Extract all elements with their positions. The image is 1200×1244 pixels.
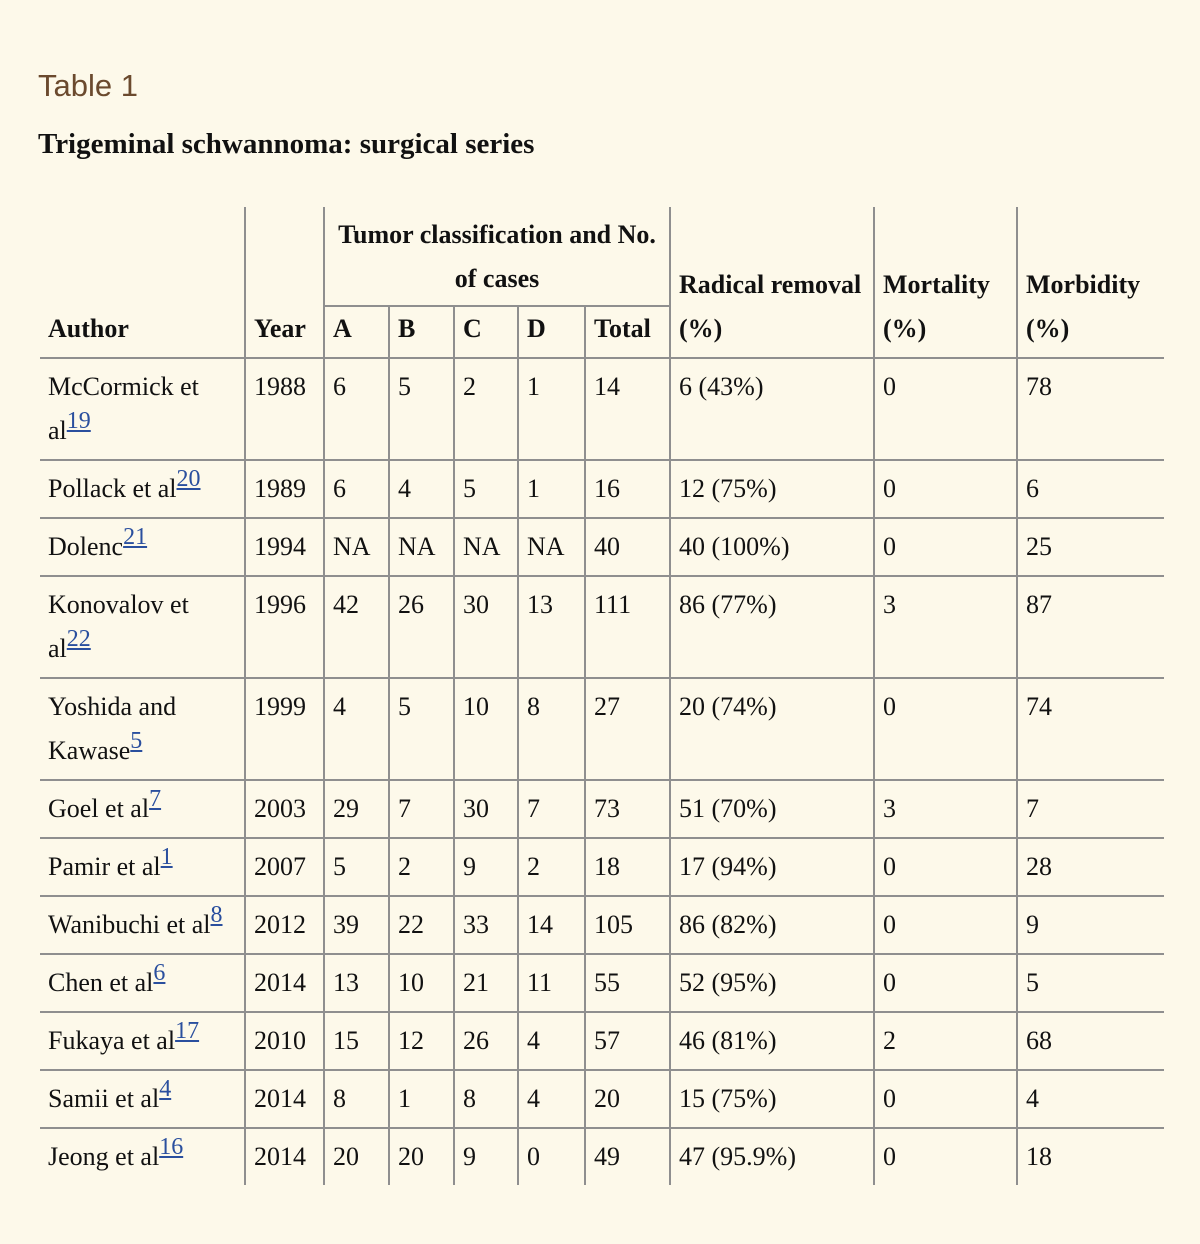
header-morbidity: Morbidity (%) [1017,207,1164,358]
author-name: Pollack et al [48,474,177,503]
cell-mortality: 0 [874,678,1017,780]
table-row [40,576,1164,678]
cell-a: 39 [324,896,389,954]
cell-mortality: 0 [874,358,1017,460]
cell-radical: 15 (75%) [670,1070,874,1128]
header-mortality: Mortality (%) [874,207,1017,358]
cell-b: 5 [389,358,454,460]
author-name: McCormick et al [48,372,199,445]
cell-c: 9 [454,1128,518,1185]
cell-year: 1988 [245,358,324,460]
table-label: Table 1 [38,68,138,103]
cell-d: 1 [518,358,585,460]
cell-author [40,896,245,954]
cell-radical: 20 (74%) [670,678,874,780]
cell-year: 1996 [245,576,324,678]
reference-link[interactable]: 8 [210,902,223,928]
cell-d: 14 [518,896,585,954]
cell-total: 18 [585,838,670,896]
cell-radical: 86 (77%) [670,576,874,678]
cell-a: 6 [324,358,389,460]
cell-b: 12 [389,1012,454,1070]
cell-morbidity: 5 [1017,954,1164,1012]
table-row [40,1070,1164,1128]
header-d: D [518,306,585,358]
cell-b: 26 [389,576,454,678]
cell-radical: 17 (94%) [670,838,874,896]
author-name: Pamir et al [48,852,161,881]
table-row [40,954,1164,1012]
cell-c: 9 [454,838,518,896]
cell-a: 5 [324,838,389,896]
cell-total: 40 [585,518,670,576]
header-author: Author [40,207,245,358]
header-b: B [389,306,454,358]
cell-mortality: 0 [874,1128,1017,1185]
cell-radical: 47 (95.9%) [670,1128,874,1185]
table-row [40,780,1164,838]
cell-total: 105 [585,896,670,954]
cell-b: 1 [389,1070,454,1128]
cell-c: 30 [454,780,518,838]
header-c: C [454,306,518,358]
reference-link[interactable]: 16 [159,1134,184,1160]
cell-morbidity: 9 [1017,896,1164,954]
author-name: Yoshida and Kawase [48,692,177,765]
cell-c: 33 [454,896,518,954]
cell-morbidity: 6 [1017,460,1164,518]
author-name: Chen et al [48,968,154,997]
table-row [40,358,1164,460]
cell-radical: 40 (100%) [670,518,874,576]
cell-a: 42 [324,576,389,678]
cell-mortality: 0 [874,896,1017,954]
cell-a: NA [324,518,389,576]
cell-d: 2 [518,838,585,896]
cell-author [40,1070,245,1128]
cell-a: 8 [324,1070,389,1128]
cell-c: 26 [454,1012,518,1070]
cell-radical: 86 (82%) [670,896,874,954]
cell-author [40,678,245,780]
cell-d: 13 [518,576,585,678]
cell-b: 20 [389,1128,454,1185]
cell-total: 20 [585,1070,670,1128]
cell-author [40,576,245,678]
table-container [40,207,1164,1185]
cell-author [40,518,245,576]
cell-c: 2 [454,358,518,460]
cell-c: 8 [454,1070,518,1128]
cell-morbidity: 4 [1017,1070,1164,1128]
cell-mortality: 2 [874,1012,1017,1070]
cell-b: NA [389,518,454,576]
cell-mortality: 0 [874,838,1017,896]
author-name: Jeong et al [48,1142,160,1171]
cell-c: 21 [454,954,518,1012]
cell-author [40,838,245,896]
cell-a: 13 [324,954,389,1012]
cell-d: 11 [518,954,585,1012]
cell-author [40,358,245,460]
table-header [40,207,1164,358]
cell-a: 20 [324,1128,389,1185]
cell-year: 1999 [245,678,324,780]
cell-morbidity: 18 [1017,1128,1164,1185]
cell-year: 2003 [245,780,324,838]
cell-mortality: 3 [874,780,1017,838]
reference-link[interactable]: 22 [66,626,91,652]
cell-c: 10 [454,678,518,780]
cell-mortality: 0 [874,518,1017,576]
header-row-1 [40,207,1164,306]
cell-a: 6 [324,460,389,518]
cell-author [40,780,245,838]
cell-morbidity: 87 [1017,576,1164,678]
header-tumor-classification: Tumor classification and No. of cases [324,207,670,306]
cell-total: 14 [585,358,670,460]
reference-link[interactable]: 4 [159,1076,172,1102]
cell-total: 55 [585,954,670,1012]
cell-c: NA [454,518,518,576]
reference-link[interactable]: 21 [123,524,148,550]
cell-a: 29 [324,780,389,838]
cell-year: 1989 [245,460,324,518]
cell-year: 2014 [245,1070,324,1128]
cell-total: 16 [585,460,670,518]
cell-d: 4 [518,1070,585,1128]
cell-d: 8 [518,678,585,780]
cell-total: 27 [585,678,670,780]
author-name: Goel et al [48,794,150,823]
cell-year: 2007 [245,838,324,896]
cell-author [40,1012,245,1070]
cell-a: 4 [324,678,389,780]
author-name: Samii et al [48,1084,160,1113]
author-name: Wanibuchi et al [48,910,211,939]
author-name: Konovalov et al [48,590,189,663]
cell-mortality: 0 [874,460,1017,518]
cell-radical: 51 (70%) [670,780,874,838]
cell-morbidity: 7 [1017,780,1164,838]
cell-d: 4 [518,1012,585,1070]
cell-total: 111 [585,576,670,678]
cell-total: 73 [585,780,670,838]
cell-radical: 46 (81%) [670,1012,874,1070]
cell-radical: 12 (75%) [670,460,874,518]
cell-a: 15 [324,1012,389,1070]
cell-b: 4 [389,460,454,518]
cell-radical: 6 (43%) [670,358,874,460]
author-name: Fukaya et al [48,1026,176,1055]
cell-b: 22 [389,896,454,954]
reference-link[interactable]: 19 [66,408,91,434]
cell-morbidity: 68 [1017,1012,1164,1070]
surgical-series-table [40,207,1164,1185]
cell-morbidity: 28 [1017,838,1164,896]
header-a: A [324,306,389,358]
cell-d: 0 [518,1128,585,1185]
cell-year: 2010 [245,1012,324,1070]
reference-link[interactable]: 7 [149,786,162,812]
cell-author [40,954,245,1012]
reference-link[interactable]: 5 [130,728,143,754]
reference-link[interactable]: 20 [176,466,201,492]
table-row [40,1012,1164,1070]
cell-b: 2 [389,838,454,896]
cell-year: 2014 [245,954,324,1012]
cell-c: 30 [454,576,518,678]
cell-mortality: 3 [874,576,1017,678]
cell-d: NA [518,518,585,576]
cell-radical: 52 (95%) [670,954,874,1012]
cell-morbidity: 78 [1017,358,1164,460]
cell-b: 5 [389,678,454,780]
table-row [40,838,1164,896]
cell-d: 7 [518,780,585,838]
header-year: Year [245,207,324,358]
cell-year: 1994 [245,518,324,576]
table-row [40,460,1164,518]
cell-mortality: 0 [874,954,1017,1012]
cell-total: 57 [585,1012,670,1070]
reference-link[interactable]: 6 [153,960,166,986]
cell-year: 2014 [245,1128,324,1185]
cell-mortality: 0 [874,1070,1017,1128]
header-total: Total [585,306,670,358]
table-caption: Trigeminal schwannoma: surgical series [38,128,535,160]
reference-link[interactable]: 17 [175,1018,200,1044]
cell-c: 5 [454,460,518,518]
cell-d: 1 [518,460,585,518]
table-row [40,678,1164,780]
table-body [40,358,1164,1185]
table-row [40,896,1164,954]
cell-morbidity: 25 [1017,518,1164,576]
cell-year: 2012 [245,896,324,954]
table-row [40,518,1164,576]
cell-b: 7 [389,780,454,838]
author-name: Dolenc [48,532,124,561]
cell-total: 49 [585,1128,670,1185]
cell-b: 10 [389,954,454,1012]
cell-morbidity: 74 [1017,678,1164,780]
cell-author [40,1128,245,1185]
table-row [40,1128,1164,1185]
reference-link[interactable]: 1 [160,844,173,870]
header-radical-removal: Radical removal (%) [670,207,874,358]
cell-author [40,460,245,518]
